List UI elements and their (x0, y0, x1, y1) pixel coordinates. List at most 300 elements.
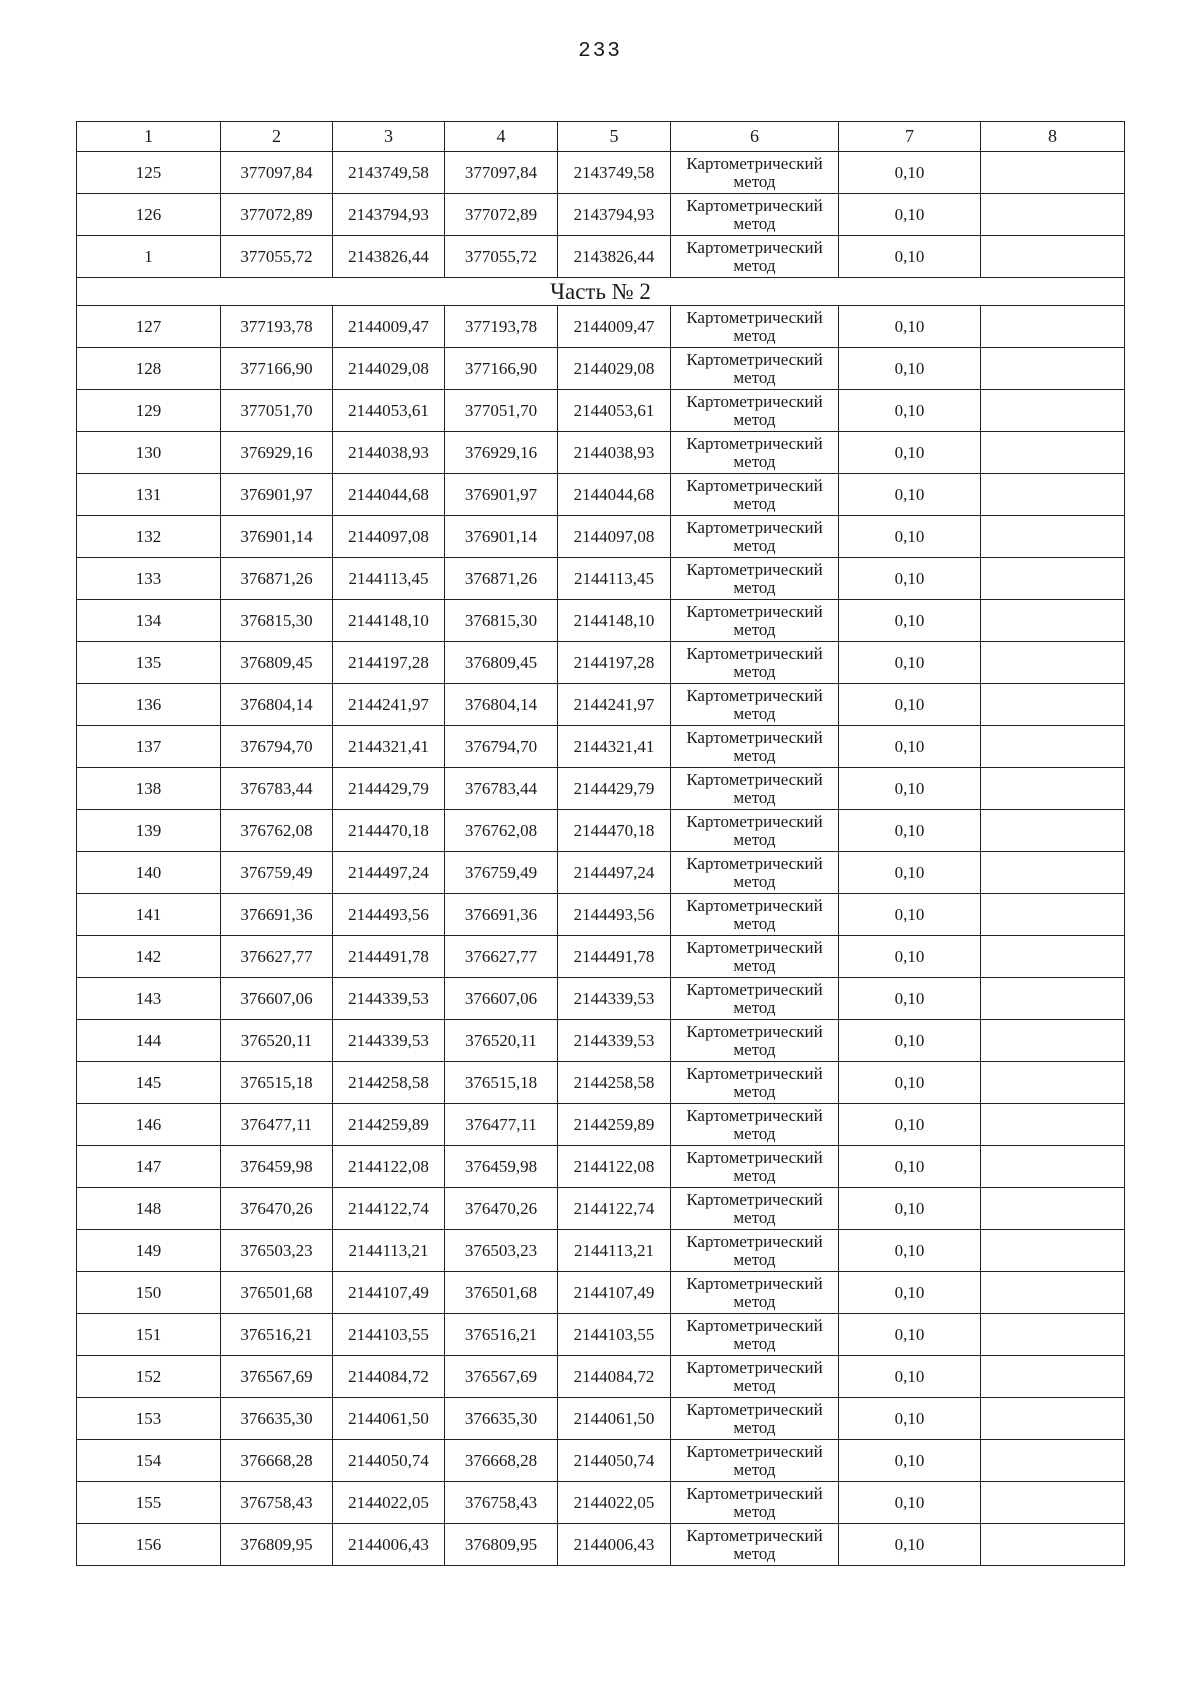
accuracy-cell: 0,10 (839, 1020, 981, 1062)
y-coordinate-cell: 2144259,89 (558, 1104, 671, 1146)
y-coordinate-cell: 2144107,49 (558, 1272, 671, 1314)
method-line: Картометрический (686, 727, 823, 747)
x-coordinate-cell: 376929,16 (221, 432, 333, 474)
y-coordinate-cell: 2144258,58 (333, 1062, 445, 1104)
note-cell (981, 1398, 1125, 1440)
accuracy-cell: 0,10 (839, 1356, 981, 1398)
y-coordinate-cell: 2144009,47 (333, 306, 445, 348)
table-row (77, 936, 1125, 978)
x-coordinate-cell: 376627,77 (221, 936, 333, 978)
x-coordinate-cell: 376635,30 (445, 1398, 558, 1440)
note-cell (981, 390, 1125, 432)
point-number-cell: 132 (77, 516, 221, 558)
point-number-cell: 149 (77, 1230, 221, 1272)
table-row (77, 1398, 1125, 1440)
method-line: метод (733, 1543, 776, 1563)
y-coordinate-cell: 2144029,08 (333, 348, 445, 390)
x-coordinate-cell: 376871,26 (221, 558, 333, 600)
method-line: Картометрический (686, 1441, 823, 1461)
note-cell (981, 1356, 1125, 1398)
y-coordinate-cell: 2144029,08 (558, 348, 671, 390)
method-line: Картометрический (686, 1357, 823, 1377)
x-coordinate-cell: 377072,89 (445, 194, 558, 236)
table-row (77, 348, 1125, 390)
method-cell (671, 978, 839, 1020)
method-line: метод (733, 1375, 776, 1395)
accuracy-cell: 0,10 (839, 1314, 981, 1356)
section-title: Часть № 2 (77, 278, 1125, 306)
method-line: метод (733, 451, 776, 471)
table-row (77, 152, 1125, 194)
table-row (77, 768, 1125, 810)
y-coordinate-cell: 2144491,78 (558, 936, 671, 978)
method-cell (671, 894, 839, 936)
note-cell (981, 1188, 1125, 1230)
accuracy-cell: 0,10 (839, 726, 981, 768)
note-cell (981, 558, 1125, 600)
method-line: метод (733, 1417, 776, 1437)
x-coordinate-cell: 376783,44 (221, 768, 333, 810)
method-line: Картометрический (686, 1399, 823, 1419)
table-row (77, 1482, 1125, 1524)
method-cell (671, 1440, 839, 1482)
method-line: метод (733, 703, 776, 723)
table-row (77, 1104, 1125, 1146)
method-line: метод (733, 325, 776, 345)
column-header: 8 (981, 122, 1125, 152)
accuracy-cell: 0,10 (839, 642, 981, 684)
column-header: 1 (77, 122, 221, 152)
method-line: Картометрический (686, 433, 823, 453)
table-row (77, 852, 1125, 894)
note-cell (981, 432, 1125, 474)
point-number-cell: 139 (77, 810, 221, 852)
y-coordinate-cell: 2144241,97 (333, 684, 445, 726)
x-coordinate-cell: 377051,70 (445, 390, 558, 432)
x-coordinate-cell: 376668,28 (221, 1440, 333, 1482)
y-coordinate-cell: 2144103,55 (558, 1314, 671, 1356)
method-cell (671, 1062, 839, 1104)
note-cell (981, 516, 1125, 558)
y-coordinate-cell: 2144006,43 (558, 1524, 671, 1566)
table-row (77, 474, 1125, 516)
x-coordinate-cell: 376635,30 (221, 1398, 333, 1440)
method-cell (671, 1188, 839, 1230)
table-row (77, 1314, 1125, 1356)
method-line: метод (733, 829, 776, 849)
x-coordinate-cell: 376804,14 (221, 684, 333, 726)
y-coordinate-cell: 2144038,93 (333, 432, 445, 474)
method-cell (671, 600, 839, 642)
x-coordinate-cell: 377097,84 (445, 152, 558, 194)
method-cell (671, 810, 839, 852)
point-number-cell: 154 (77, 1440, 221, 1482)
table-row (77, 1524, 1125, 1566)
y-coordinate-cell: 2144470,18 (333, 810, 445, 852)
method-line: метод (733, 1333, 776, 1353)
table-row (77, 810, 1125, 852)
method-line: Картометрический (686, 1231, 823, 1251)
method-line: Картометрический (686, 685, 823, 705)
y-coordinate-cell: 2144044,68 (333, 474, 445, 516)
accuracy-cell: 0,10 (839, 1272, 981, 1314)
y-coordinate-cell: 2144107,49 (333, 1272, 445, 1314)
method-cell (671, 474, 839, 516)
header-row (77, 122, 1125, 152)
x-coordinate-cell: 376627,77 (445, 936, 558, 978)
x-coordinate-cell: 376759,49 (221, 852, 333, 894)
point-number-cell: 126 (77, 194, 221, 236)
method-line: метод (733, 1039, 776, 1059)
y-coordinate-cell: 2144429,79 (558, 768, 671, 810)
column-header: 4 (445, 122, 558, 152)
x-coordinate-cell: 376516,21 (445, 1314, 558, 1356)
y-coordinate-cell: 2144497,24 (558, 852, 671, 894)
table-row (77, 978, 1125, 1020)
method-cell (671, 726, 839, 768)
x-coordinate-cell: 376503,23 (221, 1230, 333, 1272)
y-coordinate-cell: 2144321,41 (333, 726, 445, 768)
y-coordinate-cell: 2144113,45 (333, 558, 445, 600)
y-coordinate-cell: 2143794,93 (333, 194, 445, 236)
accuracy-cell: 0,10 (839, 1440, 981, 1482)
table-row (77, 558, 1125, 600)
method-line: Картометрический (686, 853, 823, 873)
y-coordinate-cell: 2144491,78 (333, 936, 445, 978)
note-cell (981, 1440, 1125, 1482)
note-cell (981, 810, 1125, 852)
accuracy-cell: 0,10 (839, 1146, 981, 1188)
point-number-cell: 135 (77, 642, 221, 684)
accuracy-cell: 0,10 (839, 1398, 981, 1440)
point-number-cell: 137 (77, 726, 221, 768)
x-coordinate-cell: 376815,30 (221, 600, 333, 642)
method-cell (671, 516, 839, 558)
y-coordinate-cell: 2144097,08 (558, 516, 671, 558)
x-coordinate-cell: 376501,68 (445, 1272, 558, 1314)
method-line: Картометрический (686, 937, 823, 957)
y-coordinate-cell: 2144113,21 (558, 1230, 671, 1272)
note-cell (981, 1482, 1125, 1524)
y-coordinate-cell: 2144493,56 (333, 894, 445, 936)
note-cell (981, 768, 1125, 810)
y-coordinate-cell: 2144084,72 (558, 1356, 671, 1398)
note-cell (981, 236, 1125, 278)
x-coordinate-cell: 376567,69 (221, 1356, 333, 1398)
x-coordinate-cell: 376477,11 (221, 1104, 333, 1146)
x-coordinate-cell: 376758,43 (445, 1482, 558, 1524)
method-line: Картометрический (686, 559, 823, 579)
method-line: Картометрический (686, 1189, 823, 1209)
y-coordinate-cell: 2144493,56 (558, 894, 671, 936)
method-line: метод (733, 955, 776, 975)
method-cell (671, 390, 839, 432)
table-row (77, 390, 1125, 432)
method-line: Картометрический (686, 475, 823, 495)
y-coordinate-cell: 2144113,45 (558, 558, 671, 600)
y-coordinate-cell: 2144103,55 (333, 1314, 445, 1356)
accuracy-cell: 0,10 (839, 1188, 981, 1230)
table-row (77, 1356, 1125, 1398)
y-coordinate-cell: 2144321,41 (558, 726, 671, 768)
method-line: Картометрический (686, 1273, 823, 1293)
accuracy-cell: 0,10 (839, 474, 981, 516)
method-line: метод (733, 787, 776, 807)
table-row (77, 1440, 1125, 1482)
note-cell (981, 1230, 1125, 1272)
note-cell (981, 600, 1125, 642)
method-cell (671, 236, 839, 278)
point-number-cell: 147 (77, 1146, 221, 1188)
x-coordinate-cell: 376759,49 (445, 852, 558, 894)
table-row (77, 1062, 1125, 1104)
method-line: Картометрический (686, 1105, 823, 1125)
y-coordinate-cell: 2144148,10 (333, 600, 445, 642)
x-coordinate-cell: 377193,78 (221, 306, 333, 348)
x-coordinate-cell: 376470,26 (445, 1188, 558, 1230)
note-cell (981, 348, 1125, 390)
note-cell (981, 474, 1125, 516)
note-cell (981, 726, 1125, 768)
note-cell (981, 306, 1125, 348)
note-cell (981, 1314, 1125, 1356)
method-line: Картометрический (686, 643, 823, 663)
x-coordinate-cell: 376901,14 (445, 516, 558, 558)
y-coordinate-cell: 2143794,93 (558, 194, 671, 236)
table-row (77, 726, 1125, 768)
y-coordinate-cell: 2144061,50 (333, 1398, 445, 1440)
column-header: 2 (221, 122, 333, 152)
y-coordinate-cell: 2143749,58 (558, 152, 671, 194)
accuracy-cell: 0,10 (839, 1104, 981, 1146)
method-line: метод (733, 493, 776, 513)
column-header: 6 (671, 122, 839, 152)
y-coordinate-cell: 2144259,89 (333, 1104, 445, 1146)
method-cell (671, 432, 839, 474)
table-row (77, 516, 1125, 558)
x-coordinate-cell: 377072,89 (221, 194, 333, 236)
x-coordinate-cell: 376515,18 (445, 1062, 558, 1104)
x-coordinate-cell: 376901,97 (445, 474, 558, 516)
x-coordinate-cell: 376691,36 (445, 894, 558, 936)
accuracy-cell: 0,10 (839, 432, 981, 474)
y-coordinate-cell: 2144053,61 (333, 390, 445, 432)
table-row (77, 1272, 1125, 1314)
note-cell (981, 1062, 1125, 1104)
y-coordinate-cell: 2144122,74 (333, 1188, 445, 1230)
accuracy-cell: 0,10 (839, 1230, 981, 1272)
y-coordinate-cell: 2144053,61 (558, 390, 671, 432)
method-line: Картометрический (686, 1525, 823, 1545)
note-cell (981, 1524, 1125, 1566)
method-line: метод (733, 171, 776, 191)
method-cell (671, 306, 839, 348)
method-line: Картометрический (686, 979, 823, 999)
x-coordinate-cell: 376804,14 (445, 684, 558, 726)
y-coordinate-cell: 2144339,53 (333, 1020, 445, 1062)
x-coordinate-cell: 376929,16 (445, 432, 558, 474)
y-coordinate-cell: 2144470,18 (558, 810, 671, 852)
method-line: метод (733, 997, 776, 1017)
method-line: метод (733, 913, 776, 933)
table-row (77, 894, 1125, 936)
point-number-cell: 142 (77, 936, 221, 978)
method-cell (671, 1356, 839, 1398)
method-cell (671, 1272, 839, 1314)
method-line: Картометрический (686, 153, 823, 173)
x-coordinate-cell: 376809,45 (445, 642, 558, 684)
note-cell (981, 852, 1125, 894)
note-cell (981, 936, 1125, 978)
x-coordinate-cell: 377166,90 (445, 348, 558, 390)
column-header: 5 (558, 122, 671, 152)
y-coordinate-cell: 2144038,93 (558, 432, 671, 474)
x-coordinate-cell: 376459,98 (221, 1146, 333, 1188)
method-cell (671, 152, 839, 194)
x-coordinate-cell: 376520,11 (445, 1020, 558, 1062)
method-line: Картометрический (686, 811, 823, 831)
point-number-cell: 155 (77, 1482, 221, 1524)
accuracy-cell: 0,10 (839, 1524, 981, 1566)
note-cell (981, 1146, 1125, 1188)
x-coordinate-cell: 376520,11 (221, 1020, 333, 1062)
y-coordinate-cell: 2144339,53 (558, 978, 671, 1020)
point-number-cell: 136 (77, 684, 221, 726)
method-cell (671, 768, 839, 810)
point-number-cell: 141 (77, 894, 221, 936)
method-cell (671, 194, 839, 236)
accuracy-cell: 0,10 (839, 978, 981, 1020)
note-cell (981, 642, 1125, 684)
x-coordinate-cell: 376477,11 (445, 1104, 558, 1146)
y-coordinate-cell: 2144006,43 (333, 1524, 445, 1566)
table-row (77, 684, 1125, 726)
x-coordinate-cell: 377097,84 (221, 152, 333, 194)
point-number-cell: 1 (77, 236, 221, 278)
method-line: Картометрический (686, 195, 823, 215)
x-coordinate-cell: 376809,95 (445, 1524, 558, 1566)
accuracy-cell: 0,10 (839, 684, 981, 726)
accuracy-cell: 0,10 (839, 852, 981, 894)
method-line: Картометрический (686, 391, 823, 411)
y-coordinate-cell: 2143826,44 (558, 236, 671, 278)
note-cell (981, 1272, 1125, 1314)
x-coordinate-cell: 376809,95 (221, 1524, 333, 1566)
method-line: метод (733, 577, 776, 597)
point-number-cell: 153 (77, 1398, 221, 1440)
method-line: Картометрический (686, 307, 823, 327)
method-line: метод (733, 1291, 776, 1311)
method-line: Картометрический (686, 769, 823, 789)
x-coordinate-cell: 376762,08 (445, 810, 558, 852)
x-coordinate-cell: 377166,90 (221, 348, 333, 390)
x-coordinate-cell: 376567,69 (445, 1356, 558, 1398)
y-coordinate-cell: 2144429,79 (333, 768, 445, 810)
accuracy-cell: 0,10 (839, 194, 981, 236)
table-row (77, 236, 1125, 278)
method-cell (671, 1104, 839, 1146)
method-cell (671, 1524, 839, 1566)
point-number-cell: 151 (77, 1314, 221, 1356)
accuracy-cell: 0,10 (839, 516, 981, 558)
point-number-cell: 125 (77, 152, 221, 194)
x-coordinate-cell: 376762,08 (221, 810, 333, 852)
method-cell (671, 1398, 839, 1440)
method-line: метод (733, 535, 776, 555)
method-cell (671, 558, 839, 600)
method-line: метод (733, 1501, 776, 1521)
table-row (77, 1230, 1125, 1272)
x-coordinate-cell: 376691,36 (221, 894, 333, 936)
method-line: Картометрический (686, 1147, 823, 1167)
note-cell (981, 194, 1125, 236)
y-coordinate-cell: 2144061,50 (558, 1398, 671, 1440)
table-body (77, 152, 1125, 1566)
method-cell (671, 348, 839, 390)
method-line: метод (733, 367, 776, 387)
page-number: 233 (578, 40, 622, 63)
point-number-cell: 152 (77, 1356, 221, 1398)
y-coordinate-cell: 2144084,72 (333, 1356, 445, 1398)
y-coordinate-cell: 2144122,08 (333, 1146, 445, 1188)
point-number-cell: 129 (77, 390, 221, 432)
x-coordinate-cell: 376607,06 (445, 978, 558, 1020)
method-cell (671, 1482, 839, 1524)
accuracy-cell: 0,10 (839, 600, 981, 642)
method-line: метод (733, 1123, 776, 1143)
method-cell (671, 1230, 839, 1272)
x-coordinate-cell: 376815,30 (445, 600, 558, 642)
y-coordinate-cell: 2144122,74 (558, 1188, 671, 1230)
point-number-cell: 146 (77, 1104, 221, 1146)
y-coordinate-cell: 2144148,10 (558, 600, 671, 642)
point-number-cell: 128 (77, 348, 221, 390)
accuracy-cell: 0,10 (839, 810, 981, 852)
x-coordinate-cell: 376516,21 (221, 1314, 333, 1356)
x-coordinate-cell: 376794,70 (445, 726, 558, 768)
y-coordinate-cell: 2144050,74 (558, 1440, 671, 1482)
y-coordinate-cell: 2144339,53 (558, 1020, 671, 1062)
point-number-cell: 144 (77, 1020, 221, 1062)
point-number-cell: 145 (77, 1062, 221, 1104)
accuracy-cell: 0,10 (839, 236, 981, 278)
x-coordinate-cell: 376758,43 (221, 1482, 333, 1524)
x-coordinate-cell: 377055,72 (221, 236, 333, 278)
y-coordinate-cell: 2144097,08 (333, 516, 445, 558)
table-row (77, 194, 1125, 236)
method-line: метод (733, 1081, 776, 1101)
method-cell (671, 1020, 839, 1062)
method-line: Картометрический (686, 1021, 823, 1041)
method-line: Картометрический (686, 517, 823, 537)
method-line: Картометрический (686, 1483, 823, 1503)
y-coordinate-cell: 2144044,68 (558, 474, 671, 516)
point-number-cell: 133 (77, 558, 221, 600)
note-cell (981, 1104, 1125, 1146)
table-row (77, 600, 1125, 642)
x-coordinate-cell: 376607,06 (221, 978, 333, 1020)
method-line: Картометрический (686, 237, 823, 257)
y-coordinate-cell: 2144022,05 (558, 1482, 671, 1524)
section-title-row (77, 278, 1125, 306)
table-row (77, 306, 1125, 348)
method-line: метод (733, 1459, 776, 1479)
x-coordinate-cell: 376459,98 (445, 1146, 558, 1188)
x-coordinate-cell: 376809,45 (221, 642, 333, 684)
x-coordinate-cell: 376470,26 (221, 1188, 333, 1230)
method-line: метод (733, 619, 776, 639)
y-coordinate-cell: 2144009,47 (558, 306, 671, 348)
